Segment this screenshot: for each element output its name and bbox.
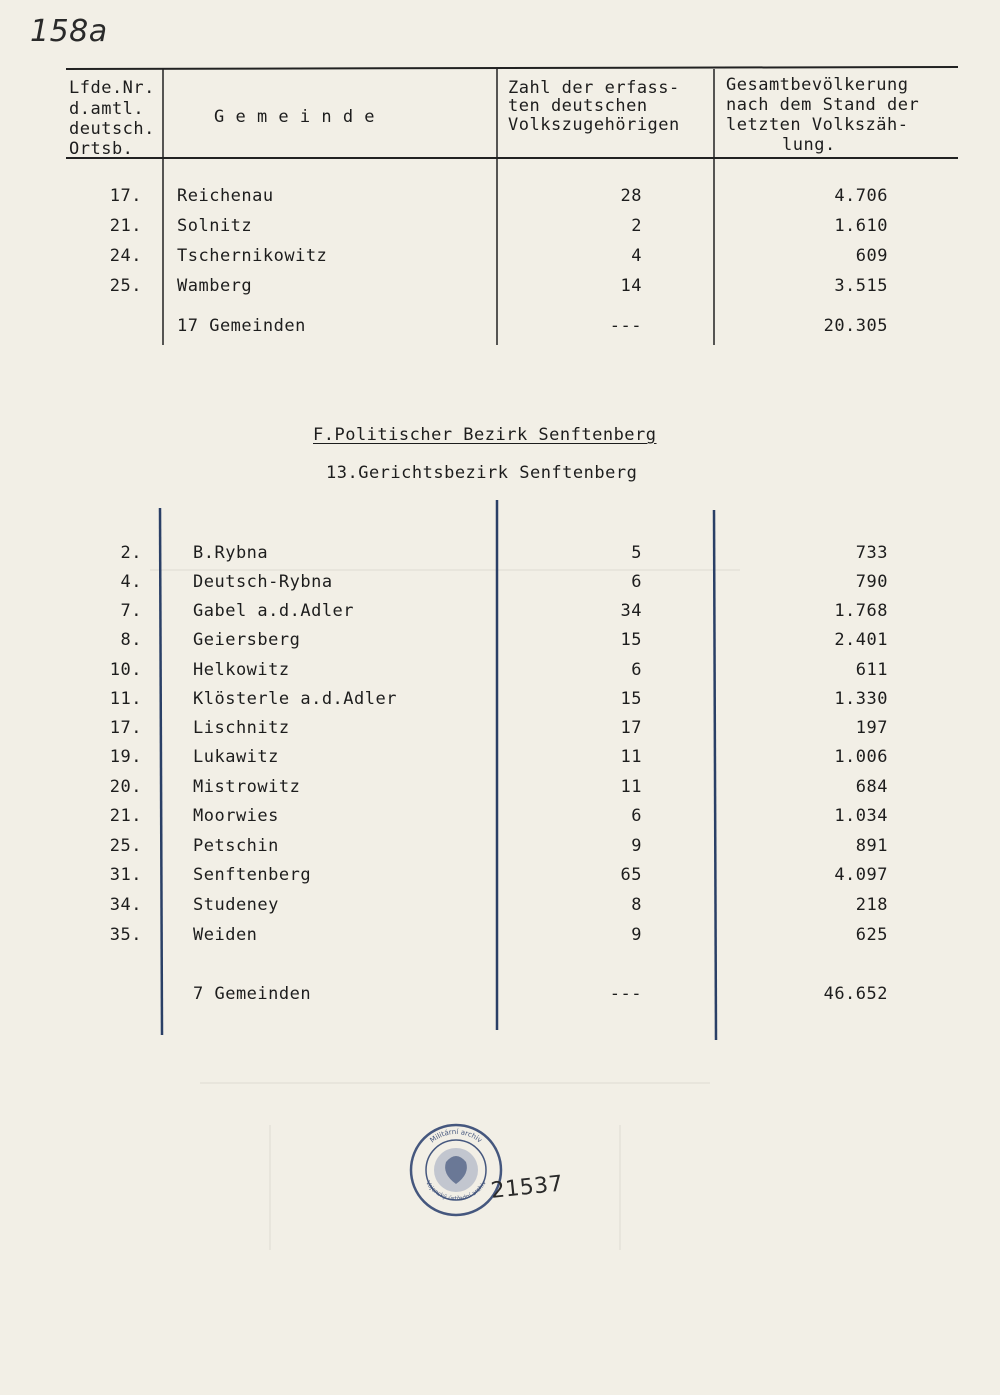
total-population: 790 — [855, 572, 888, 592]
german-count: 9 — [631, 836, 642, 856]
german-count: 14 — [620, 276, 642, 296]
row-number: 24. — [109, 246, 142, 266]
header-col3-line3: Volkszugehörigen — [508, 115, 680, 135]
german-count: 11 — [620, 747, 642, 767]
row-number: 34. — [109, 895, 142, 915]
german-count: 28 — [620, 186, 642, 206]
total-population: 4.097 — [834, 865, 888, 885]
municipality-name: Deutsch-Rybna — [193, 572, 333, 592]
total-population-sum: 20.305 — [823, 316, 888, 336]
municipality-name: Petschin — [193, 836, 279, 856]
row-number: 2. — [120, 543, 142, 563]
german-count: 6 — [631, 572, 642, 592]
municipality-name: Weiden — [193, 925, 258, 945]
row-number: 19. — [109, 747, 142, 767]
header-col1-line2: d.amtl. — [69, 99, 145, 119]
german-count: 15 — [620, 689, 642, 709]
archive-number: 21537 — [489, 1171, 565, 1204]
total-population: 197 — [855, 718, 888, 738]
german-count: 17 — [620, 718, 642, 738]
total-population: 1.330 — [834, 689, 888, 709]
row-number: 11. — [109, 689, 142, 709]
header-col1-line4: Ortsb. — [69, 139, 134, 159]
municipality-name: Klösterle a.d.Adler — [193, 689, 397, 709]
row-number: 25. — [109, 276, 142, 296]
german-count: 65 — [620, 865, 642, 885]
handwritten-page-number: 158a — [30, 14, 108, 49]
header-col4-line3: letzten Volkszäh- — [726, 115, 909, 135]
header-col3-line1: Zahl der erfass- — [508, 78, 680, 98]
municipality-name: Senftenberg — [193, 865, 312, 885]
total-population: 1.034 — [834, 806, 888, 826]
row-number: 7. — [120, 601, 142, 621]
municipality-name: Helkowitz — [193, 660, 290, 680]
municipality-name: Studeney — [193, 895, 279, 915]
municipality-name: Lischnitz — [193, 718, 290, 738]
german-count: 4 — [631, 246, 642, 266]
total-population: 3.515 — [834, 276, 888, 296]
row-number: 35. — [109, 925, 142, 945]
municipality-name: Gabel a.d.Adler — [193, 601, 355, 621]
german-count: 34 — [620, 601, 642, 621]
total-population: 4.706 — [834, 186, 888, 206]
header-col4-line1: Gesamtbevölkerung — [726, 75, 909, 95]
header-top-rule — [66, 67, 958, 69]
total-population: 218 — [855, 895, 888, 915]
municipality-name: Solnitz — [177, 216, 253, 236]
pencil-rule-1 — [160, 508, 162, 1035]
municipality-name: Geiersberg — [193, 630, 301, 650]
total-count: --- — [609, 984, 642, 1004]
row-number: 17. — [109, 718, 142, 738]
total-population: 609 — [855, 246, 888, 266]
total-population: 733 — [855, 543, 888, 563]
municipality-name: Wamberg — [177, 276, 253, 296]
header-col4-line4: lung. — [782, 135, 836, 155]
row-number: 8. — [120, 630, 142, 650]
stamp-seal-icon — [408, 1122, 504, 1218]
total-population: 1.768 — [834, 601, 888, 621]
german-count: 2 — [631, 216, 642, 236]
header-col3-line2: ten deutschen — [508, 96, 648, 116]
total-population: 1.610 — [834, 216, 888, 236]
header-col2: G e m e i n d e — [214, 107, 376, 127]
german-count: 6 — [631, 660, 642, 680]
municipality-name: Reichenau — [177, 186, 274, 206]
pencil-rule-3 — [714, 510, 716, 1040]
header-col4-line2: nach dem Stand der — [726, 95, 920, 115]
german-count: 11 — [620, 777, 642, 797]
municipality-name: Lukawitz — [193, 747, 279, 767]
stamp-text-top: Militární archiv — [428, 1127, 484, 1145]
row-number: 20. — [109, 777, 142, 797]
german-count: 9 — [631, 925, 642, 945]
municipality-name: Tschernikowitz — [177, 246, 328, 266]
german-count: 6 — [631, 806, 642, 826]
row-number: 25. — [109, 836, 142, 856]
header-col1-line1: Lfde.Nr. — [69, 78, 155, 98]
total-label: 17 Gemeinden — [177, 316, 306, 336]
municipality-name: Moorwies — [193, 806, 279, 826]
total-population: 891 — [855, 836, 888, 856]
municipality-name: Mistrowitz — [193, 777, 301, 797]
total-population-sum: 46.652 — [823, 984, 888, 1004]
archive-stamp — [408, 1122, 504, 1218]
total-count: --- — [609, 316, 642, 336]
total-label: 7 Gemeinden — [193, 984, 312, 1004]
total-population: 625 — [855, 925, 888, 945]
header-col1-line3: deutsch. — [69, 119, 155, 139]
total-population: 1.006 — [834, 747, 888, 767]
german-count: 5 — [631, 543, 642, 563]
total-population: 684 — [855, 777, 888, 797]
row-number: 17. — [109, 186, 142, 206]
total-population: 611 — [855, 660, 888, 680]
row-number: 21. — [109, 216, 142, 236]
section-title: F.Politischer Bezirk Senftenberg — [313, 425, 657, 445]
german-count: 8 — [631, 895, 642, 915]
row-number: 10. — [109, 660, 142, 680]
row-number: 31. — [109, 865, 142, 885]
row-number: 21. — [109, 806, 142, 826]
section-subtitle: 13.Gerichtsbezirk Senftenberg — [326, 463, 638, 483]
row-number: 4. — [120, 572, 142, 592]
total-population: 2.401 — [834, 630, 888, 650]
german-count: 15 — [620, 630, 642, 650]
stamp-text-bottom: Vojenský ústřední archiv — [424, 1179, 488, 1203]
municipality-name: B.Rybna — [193, 543, 269, 563]
